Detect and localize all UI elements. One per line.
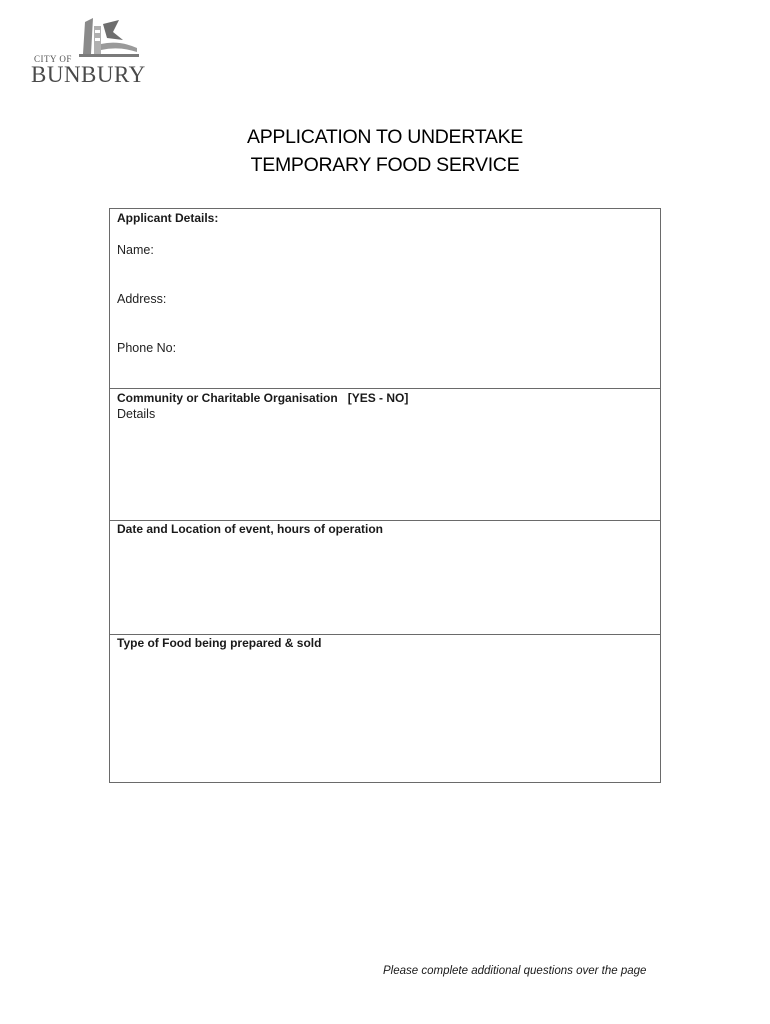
organisation-section <box>110 389 660 521</box>
title-line-1: APPLICATION TO UNDERTAKE <box>247 126 523 148</box>
address-field[interactable] <box>176 289 656 309</box>
name-field[interactable] <box>162 240 656 260</box>
phone-label: Phone No: <box>117 341 177 355</box>
footer-note: Please complete additional questions over the page <box>383 965 647 977</box>
food-details-field[interactable] <box>117 657 655 779</box>
bunbury-lighthouse-icon <box>79 18 139 58</box>
logo-name: BUNBURY <box>31 62 146 87</box>
name-label: Name: <box>117 243 154 257</box>
food-section <box>110 635 660 782</box>
address-label: Address: <box>117 292 167 306</box>
event-details-field[interactable] <box>117 543 655 631</box>
organisation-details-field[interactable] <box>117 427 655 517</box>
title-line-2: TEMPORARY FOOD SERVICE <box>250 154 520 176</box>
city-logo <box>31 18 151 88</box>
organisation-heading <box>117 391 408 405</box>
organisation-details-label: Details <box>117 407 156 421</box>
yes-no-option[interactable]: [YES - NO] <box>347 391 409 405</box>
page-title <box>0 123 770 179</box>
applicant-details-heading: Applicant Details: <box>117 211 219 225</box>
event-section <box>110 521 660 635</box>
food-heading: Type of Food being prepared & sold <box>117 636 322 650</box>
phone-field[interactable] <box>186 338 656 358</box>
applicant-details-section <box>110 209 660 389</box>
event-heading: Date and Location of event, hours of operation <box>117 522 384 536</box>
logo-city-prefix: CITY OF <box>34 54 72 64</box>
application-form <box>109 208 661 783</box>
organisation-heading-text: Community or Charitable Organisation <box>117 391 338 405</box>
